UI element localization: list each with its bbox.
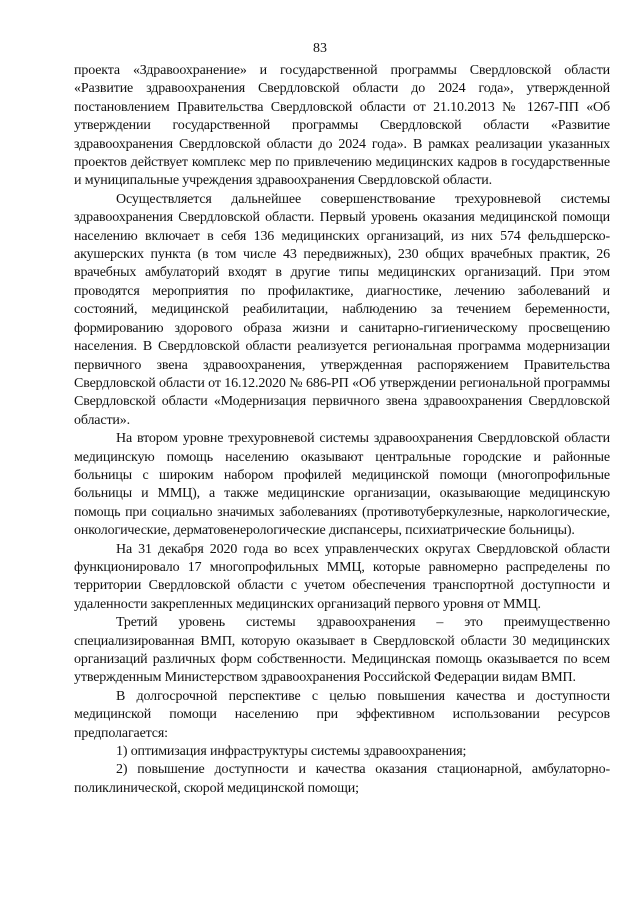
list-item-2: 2) повышение доступности и качества оказания стационарной, амбулаторно-поликлинической, скорой медицинской помощи; xyxy=(74,762,610,796)
page-number: 83 xyxy=(313,41,327,56)
paragraph-mmc-count: На 31 декабря 2020 года во всех управленческих округах Свердловской области функционировало 17 многопрофильных ММЦ, которые равномерно распределены по территории Свердловской области с учетом обеспечения транспортной доступности и удаленности закрепленных медицинских организаций первого уровня от ММЦ. xyxy=(74,541,610,612)
list-item-1: 1) оптимизация инфраструктуры системы здравоохранения; xyxy=(116,744,467,760)
paragraph-second-level: На втором уровне трехуровневой системы здравоохранения Свердловской области медицинскую помощь населению оказывают центральные городские и районные больницы с широким набором профилей медицинской помощи (многопрофильные больницы и ММЦ), а также медицинские организации, оказывающие медицинскую помощь при социально значимых заболеваниях (противотуберкулезные, наркологические, онкологические, дерматовенерологические диспансеры, психиатрические больницы). xyxy=(74,431,610,539)
document-body xyxy=(74,62,610,798)
paragraph-continuation: проекта «Здравоохранение» и государственной программы Свердловской области «Развитие здравоохранения Свердловской области до 2024 года», утвержденной постановлением Правительства Свердловской области от 21.10.2013 № 1267-ПП «Об утверждении государственной программы Свердловской области «Развитие здравоохранения Свердловской области до 2024 года». В рамках реализации указанных проектов действует комплекс мер по привлечению медицинских кадров в государственные и муниципальные учреждения здравоохранения Свердловской области. xyxy=(74,63,610,189)
paragraph-third-level: Третий уровень системы здравоохранения – это преимущественно специализированная ВМП, которую оказывает в Свердловской области 30 медицинских организаций различных форм собственности. Медицинская помощь оказывается по всем утвержденным Министерством здравоохранения Российской Федерации видам ВМП. xyxy=(74,615,610,686)
paragraph-long-term: В долгосрочной перспективе с целью повышения качества и доступности медицинской помощи населению при эффективном использовании ресурсов предполагается: xyxy=(74,688,610,741)
paragraph-three-level-system: Осуществляется дальнейшее совершенствование трехуровневой системы здравоохранения Свердловской области. Первый уровень оказания медицинской помощи населению включает в себя 136 медицинских организаций, из них 574 фельдшерско-акушерских пункта (в том числе 43 передвижных), 230 общих врачебных практик, 26 врачебных амбулаторий входят в другие типы медицинских организаций. При этом проводятся мероприятия по профилактике, диагностике, лечению заболеваний и состояний, медицинской реабилитации, наблюдению за течением беременности, формированию здорового образа жизни и санитарно-гигиеническому просвещению населения. В Свердловской области реализуется региональная программа модернизации первичного звена здравоохранения, утвержденная распоряжением Правительства Свердловской области от 16.12.2020 № 686-РП «Об утверждении региональной программы Свердловской области «Модернизация первичного звена здравоохранения Свердловской области». xyxy=(74,191,610,428)
